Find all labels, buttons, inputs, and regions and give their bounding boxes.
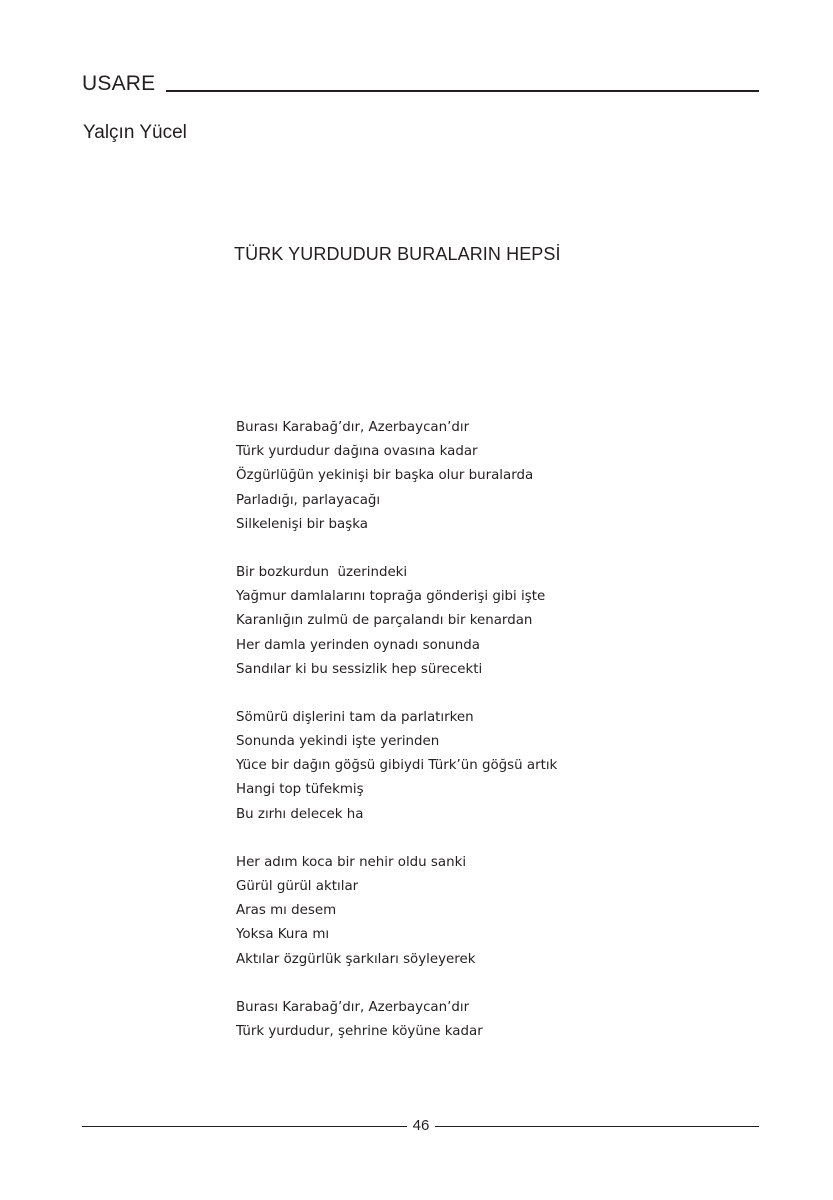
verse-line: Aras mı desem (236, 903, 337, 919)
stanza (236, 851, 756, 972)
verse-line: Özgürlüğün yekinişi bir başka olur buralarda (236, 468, 534, 484)
verse-line: Parladığı, parlayacağı (236, 492, 381, 508)
page-number: 46 (412, 1117, 430, 1134)
stanza (236, 706, 756, 827)
page-footer (82, 1113, 759, 1139)
verse-line: Türk yurdudur dağına ovasına kadar (236, 444, 478, 460)
verse-line: Yüce bir dağın göğsü gibiydi Türk’ün göğsü artık (236, 758, 558, 774)
poem-title: TÜRK YURDUDUR BURALARIN HEPSİ (234, 244, 561, 264)
verse-line: Bir bozkurdun üzerindeki (236, 564, 408, 580)
stanza (236, 416, 756, 537)
verse-line: Sandılar ki bu sessizlik hep sürecekti (236, 661, 483, 677)
verse-line: Karanlığın zulmü de parçalandı bir kenardan (236, 613, 533, 629)
verse-line: Hangi top tüfekmiş (236, 782, 364, 798)
stanza (236, 996, 756, 1044)
verse-line: Sonunda yekindi işte yerinden (236, 734, 440, 750)
footer-rule-right (435, 1126, 759, 1127)
journal-name: USARE (82, 72, 156, 95)
author-name: Yalçın Yücel (83, 122, 187, 143)
verse-line: Aktılar özgürlük şarkıları söyleyerek (236, 951, 476, 967)
verse-line: Gürül gürül aktılar (236, 879, 359, 894)
verse-line: Türk yurdudur, şehrine köyüne kadar (236, 1023, 483, 1039)
verse-line: Burası Karabağ’dır, Azerbaycan’dır (236, 999, 470, 1015)
verse-line: Yoksa Kura mı (236, 927, 330, 943)
verse-line: Silkelenişi bir başka (236, 516, 368, 532)
verse-line: Yağmur damlalarını toprağa gönderişi gibi işte (236, 589, 546, 605)
poem-body (236, 416, 756, 1068)
verse-line: Her damla yerinden oynadı sonunda (236, 637, 480, 653)
stanza (236, 561, 756, 682)
verse-line: Burası Karabağ’dır, Azerbaycan’dır (236, 420, 470, 435)
footer-rule-left (82, 1126, 407, 1127)
page-header (82, 70, 759, 96)
header-rule (166, 90, 759, 92)
verse-line: Bu zırhı delecek ha (236, 806, 364, 822)
verse-line: Sömürü dişlerini tam da parlatırken (236, 709, 474, 725)
verse-line: Her adım koca bir nehir oldu sanki (236, 854, 467, 870)
